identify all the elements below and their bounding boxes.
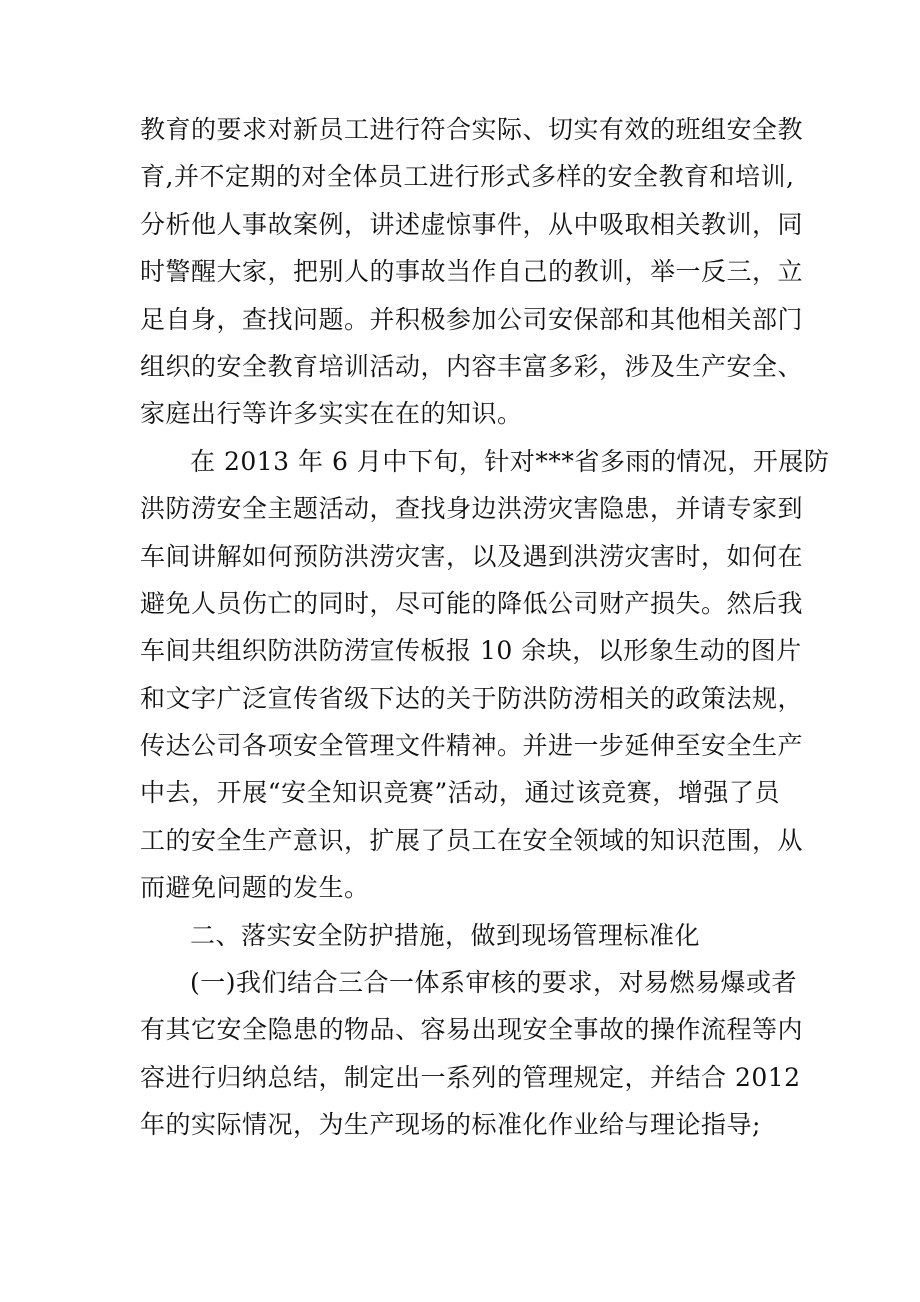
text-line: 教育的要求对新员工进行符合实际、切实有效的班组安全教: [140, 115, 804, 144]
text-line: 和文字广泛宣传省级下达的关于防洪防涝相关的政策法规，: [140, 683, 804, 713]
text-line: 车间讲解如何预防洪涝灾害，以及遇到洪涝灾害时，如何在: [140, 541, 804, 571]
text-line: 有其它安全隐患的物品、容易出现安全事故的操作流程等内: [140, 1015, 804, 1045]
text-line: 足自身，查找问题。并积极参加公司安保部和其他相关部门: [140, 304, 804, 334]
text-line: 而避免问题的发生。: [140, 873, 370, 903]
text-line: 车间共组织防洪防涝宣传板报 10 余块，以形象生动的图片: [140, 636, 802, 666]
text-line: 在 2013 年 6 月中下旬，针对***省多雨的情况，开展防: [190, 446, 830, 476]
text-line: 洪防涝安全主题活动，查找身边洪涝灾害隐患，并请专家到: [140, 494, 804, 524]
text-line: 分析他人事故案例，讲述虚惊事件，从中吸取相关教训，同: [140, 209, 804, 239]
text-line: 容进行归纳总结，制定出一系列的管理规定，并结合 2012: [140, 1062, 801, 1092]
body-text: [140, 106, 830, 1149]
text-line: (一)我们结合三合一体系审核的要求，对易燃易爆或者: [190, 968, 798, 998]
text-line: 家庭出行等许多实实在在的知识。: [140, 399, 523, 429]
text-line: 时警醒大家，把别人的事故当作自己的教训，举一反三，立: [140, 257, 804, 287]
text-line: 工的安全生产意识，扩展了员工在安全领域的知识范围，从: [140, 825, 804, 855]
text-line: 年的实际情况，为生产现场的标准化作业给与理论指导;: [140, 1110, 761, 1140]
section-heading: 二、落实安全防护措施，做到现场管理标准化: [190, 920, 701, 950]
text-line: 避免人员伤亡的同时，尽可能的降低公司财产损失。然后我: [140, 588, 804, 618]
text-line: 育,并不定期的对全体员工进行形式多样的安全教育和培训,: [140, 162, 795, 192]
text-line: 中去，开展“安全知识竞赛”活动，通过该竞赛，增强了员: [140, 778, 780, 808]
text-line: 传达公司各项安全管理文件精神。并进一步延伸至安全生产: [140, 731, 804, 761]
text-line: 组织的安全教育培训活动，内容丰富多彩，涉及生产安全、: [140, 351, 804, 381]
